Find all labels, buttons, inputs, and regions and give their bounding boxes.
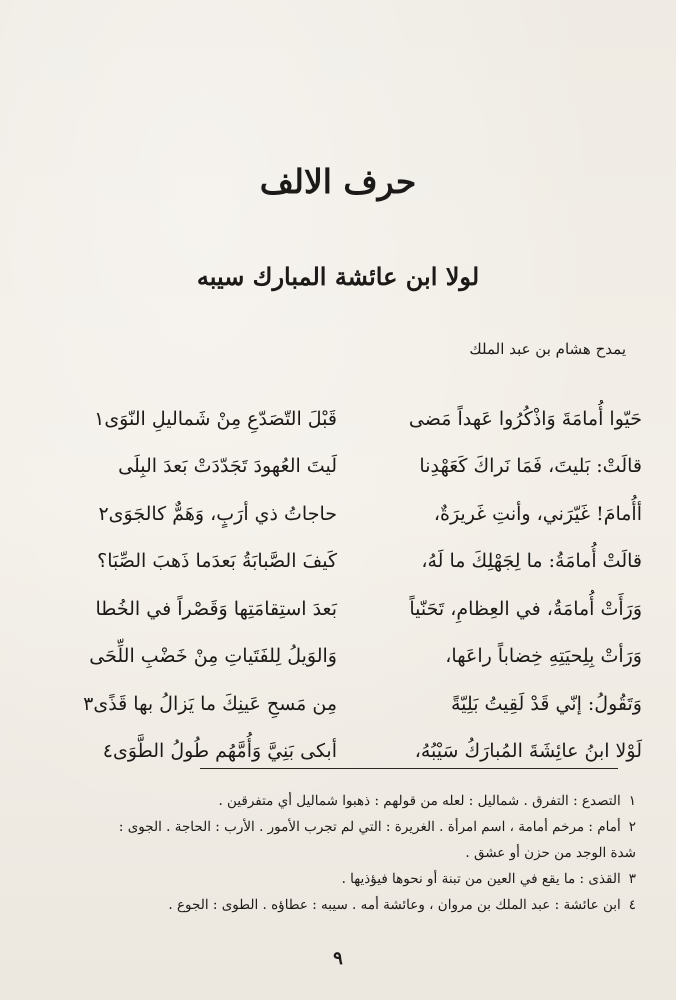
footnote [40,892,636,918]
verse-row [62,633,642,681]
poem-verses [62,395,642,775]
verse-first-hemistich: وَتَقُولُ: إنّي قَدْ لَقِيتُ بَلِيّةً [450,692,642,715]
footnote-text: التصدع : التفرق . شماليل : لعله من قولهم : ذهبوا شماليل أي متفرقين . [218,793,621,809]
footnote-number: ٤ [628,897,636,913]
footnote [40,814,636,866]
verse-row [62,680,642,728]
footnotes [40,788,636,918]
verse-second-hemistich: حاجاتُ ذي أرَبٍ، وَهَمٌّ كالجَوَى٢ [98,502,337,525]
footnote-divider [200,768,618,769]
footnote-text: ابن عائشة : عبد الملك بن مروان ، وعائشة أمه . سيبه : عطاؤه . الطوى : الجوع . [168,897,621,913]
chapter-title: حرف الالف [259,162,417,201]
verse-second-hemistich: لَيتَ العُهودَ تَجَدّدَتْ بَعدَ البِلَى [118,455,337,478]
verse-second-hemistich: بَعدَ استِقامَتِها وَقَصْراً في الخُطا [95,597,337,620]
poem-title: لولا ابن عائشة المبارك سيبه [196,262,480,291]
footnote [40,788,636,814]
verse-second-hemistich: قَبْلَ التّصَدّعِ مِنْ شَماليلِ النّوَى١ [94,407,337,430]
footnote-text: القذى : ما يقع في العين من تبنة أو نحوها فيؤذيها . [341,871,621,887]
page-number: ٩ [333,948,343,969]
verse-first-hemistich: حَيّوا أُمامَةَ وَاذْكُرُوا عَهداً مَضى [408,407,642,430]
verse-first-hemistich: لَوْلا ابنُ عائِشَةَ المُبارَكُ سَيْبُهُ، [414,740,642,763]
verse-second-hemistich: كَيفَ الصَّبابَةُ بَعدَما ذَهبَ الصِّبَا؟ [97,550,337,573]
footnote-continuation: شدة الوجد من حزن أو عشق . [465,845,636,861]
verse-row [62,443,642,491]
verse-row [62,395,642,443]
footnote-number: ٣ [628,871,636,887]
verse-first-hemistich: قالَتْ أُمامَةُ: ما لِجَهْلِكَ ما لَهُ، [421,550,642,573]
verse-second-hemistich: مِن مَسحِ عَينِكَ ما يَزالُ بها قَذًى٣ [83,692,337,715]
verse-row [62,490,642,538]
footnote-text: أمام : مرخم أمامة ، اسم امرأة . الغريرة : التي لم تجرب الأمور . الأرب : الحاجة . الجوى : [118,819,621,835]
verse-row [62,585,642,633]
verse-first-hemistich: قالَتْ: بَليتَ، فَمَا نَراكَ كَعَهْدِنا [419,455,642,478]
footnote-number: ٢ [628,819,636,835]
verse-first-hemistich: أأُمامَ! غَيّرَني، وأنتِ غَريرَةٌ، [433,502,642,525]
verse-second-hemistich: أبكى بَنِيَّ وَأُمَّهُم طُولُ الطَّوَى٤ [102,740,337,763]
verse-row [62,538,642,586]
poem-intro: يمدح هشام بن عبد الملك [469,340,626,358]
footnote-number: ١ [628,793,636,809]
verse-first-hemistich: وَرَأتْ بِلِحيَتِهِ خِضاباً راعَها، [445,645,642,668]
verse-second-hemistich: وَالوَيلُ لِلفَتَياتِ مِنْ خَضْبِ اللِّحَى [89,645,337,668]
footnote [40,866,636,892]
verse-first-hemistich: وَرَأَتْ أُمامَةُ، في العِظامِ، تَحَنّياً [409,597,642,620]
